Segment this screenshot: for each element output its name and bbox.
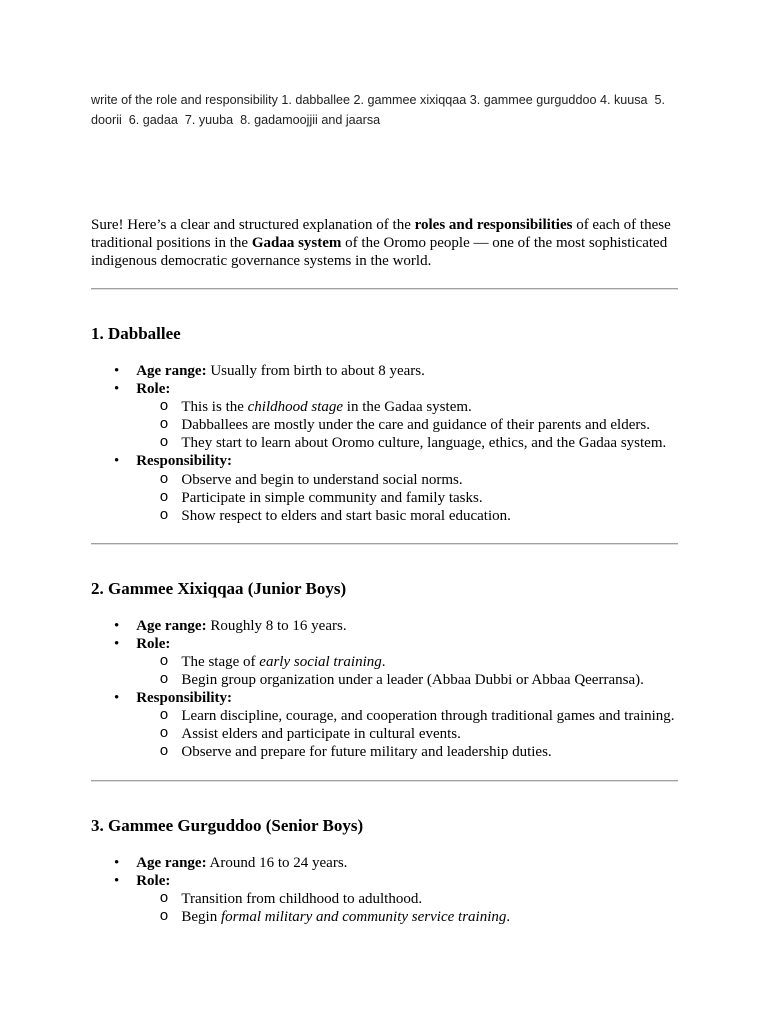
sub-list-item: [91, 671, 678, 689]
section-heading: 3. Gammee Gurguddoo (Senior Boys): [91, 815, 364, 835]
item-text: .: [506, 908, 511, 925]
sub-list-item: [91, 908, 678, 926]
intro-text: of the Oromo people — one of the most sophisticated: [341, 235, 668, 252]
section-bullet-list: [91, 617, 678, 762]
list-item-age-range: [91, 617, 678, 635]
item-label: Age range:: [136, 362, 207, 379]
sub-list-item: [91, 743, 678, 761]
sub-list-item: [91, 434, 678, 452]
bullet-marker: •: [114, 635, 120, 652]
bullet-marker: •: [114, 617, 120, 634]
item-italic-text: formal military and community service training: [220, 908, 507, 925]
sub-bullet-marker: o: [159, 488, 169, 506]
intro-paragraph: [91, 216, 678, 270]
list-item-responsibility: [91, 689, 678, 707]
sub-bullet-marker: o: [159, 506, 169, 524]
intro-line: indigenous democratic governance systems in the world.: [91, 253, 432, 270]
item-text: in the Gadaa system.: [343, 399, 472, 416]
sub-bullet-marker: o: [159, 889, 169, 907]
horizontal-rule: [91, 288, 678, 290]
sub-list-item: [91, 707, 678, 725]
horizontal-rule: [91, 543, 678, 545]
item-text: Around 16 to 24 years.: [206, 854, 348, 871]
item-label: Responsibility:: [136, 690, 233, 707]
item-text: Dabballees are mostly under the care and guidance of their parents and elders.: [181, 417, 650, 434]
item-label: Age range:: [136, 617, 207, 634]
item-label: Age range:: [136, 854, 207, 871]
list-item-age-range: [91, 854, 678, 872]
sub-list-item: [91, 890, 678, 908]
bullet-marker: •: [114, 362, 120, 379]
sub-bullet-marker: o: [159, 907, 169, 925]
prompt-line: write of the role and responsibility 1. dabballee 2. gammee xixiqqaa 3. gammee gurguddoo 4. kuusa 5.: [91, 93, 666, 107]
item-text: This is the: [181, 399, 248, 416]
sub-list-item: [91, 653, 678, 671]
list-item-role: [91, 872, 678, 890]
section-bullet-list: [91, 362, 678, 525]
item-text: Usually from birth to about 8 years.: [206, 362, 425, 379]
intro-text: Sure! Here’s a clear and structured explanation of the: [91, 217, 415, 233]
item-text: Assist elders and participate in cultural events.: [181, 726, 461, 743]
item-text: The stage of: [181, 654, 260, 670]
item-text: Learn discipline, courage, and cooperation through traditional games and training.: [181, 708, 675, 725]
item-text: They start to learn about Oromo culture, language, ethics, and the Gadaa system.: [181, 435, 667, 452]
horizontal-rule: [91, 780, 678, 782]
sub-bullet-marker: o: [159, 671, 169, 689]
intro-line: [91, 216, 678, 234]
sub-bullet-marker: o: [159, 653, 169, 670]
section-heading: 1. Dabballee: [91, 323, 181, 343]
list-item-responsibility: [91, 452, 678, 470]
intro-text: of each of these: [572, 217, 671, 233]
bullet-marker: •: [114, 854, 120, 871]
intro-line: [91, 234, 678, 252]
sub-list-item: [91, 507, 678, 525]
item-text: Transition from childhood to adulthood.: [181, 890, 423, 907]
list-item-age-range: [91, 362, 678, 380]
item-italic-text: childhood stage: [247, 399, 344, 416]
item-text: Show respect to elders and start basic moral education.: [181, 507, 511, 524]
item-text: Begin: [181, 908, 221, 925]
sub-bullet-marker: o: [159, 398, 169, 416]
item-text: Roughly 8 to 16 years.: [206, 617, 347, 634]
sub-bullet-marker: o: [159, 416, 169, 434]
item-text: Observe and prepare for future military and leadership duties.: [181, 744, 552, 761]
bullet-marker: •: [114, 381, 120, 398]
sub-bullet-marker: o: [159, 743, 169, 761]
item-italic-text: early social training: [259, 654, 382, 670]
bullet-marker: •: [114, 690, 120, 707]
item-text: Participate in simple community and family tasks.: [181, 489, 483, 506]
intro-bold-text: roles and responsibilities: [414, 217, 573, 233]
sub-list-item: [91, 398, 678, 416]
item-label: Responsibility:: [136, 453, 233, 470]
item-text: Observe and begin to understand social norms.: [181, 471, 463, 488]
intro-text: traditional positions in the: [91, 235, 252, 252]
list-item-role: [91, 380, 678, 398]
sub-bullet-marker: o: [159, 470, 169, 488]
sub-bullet-marker: o: [159, 434, 169, 452]
prompt-line: doorii 6. gadaa 7. yuuba 8. gadamoojjii and jaarsa: [91, 112, 381, 127]
user-prompt: [91, 91, 678, 130]
item-text: .: [381, 654, 386, 670]
intro-bold-text: Gadaa system: [251, 235, 342, 252]
sub-list-item: [91, 416, 678, 434]
item-label: Role:: [136, 635, 171, 652]
document-body: [91, 0, 678, 926]
section-bullet-list: [91, 854, 678, 926]
bullet-marker: •: [114, 453, 120, 470]
item-text: Begin group organization under a leader (Abbaa Dubbi or Abbaa Qeerransa).: [181, 672, 644, 689]
bullet-marker: •: [114, 872, 120, 889]
sub-list-item: [91, 725, 678, 743]
item-label: Role:: [136, 872, 171, 889]
item-label: Role:: [136, 381, 171, 398]
section-heading: 2. Gammee Xixiqqaa (Junior Boys): [91, 578, 347, 598]
list-item-role: [91, 635, 678, 653]
sub-list-item: [91, 471, 678, 489]
sub-list-item: [91, 489, 678, 507]
sub-bullet-marker: o: [159, 707, 169, 725]
sub-bullet-marker: o: [159, 725, 169, 743]
